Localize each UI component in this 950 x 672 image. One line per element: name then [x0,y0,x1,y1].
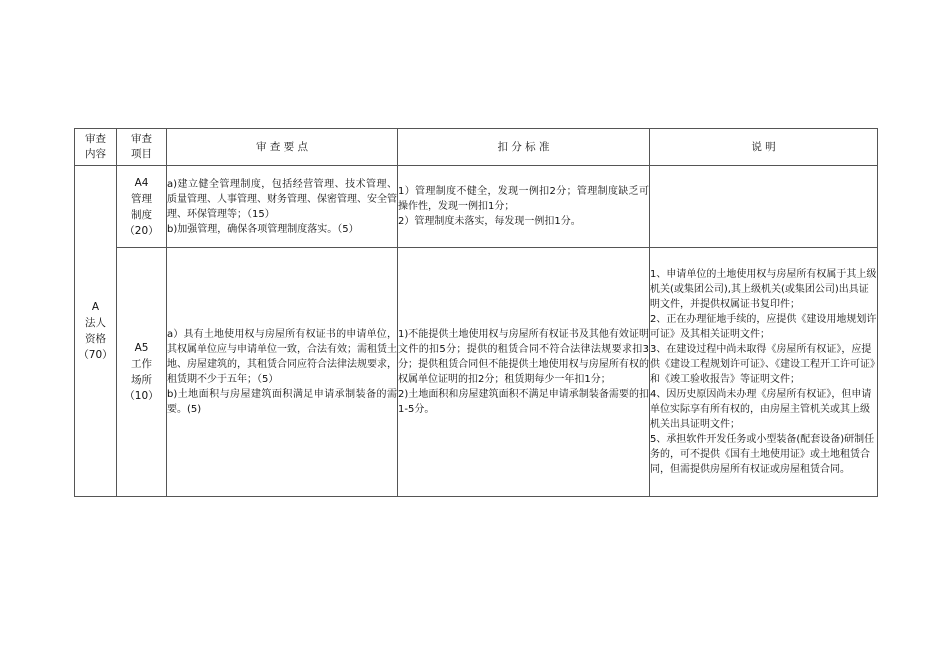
category-name-line1: 法人 [85,317,106,329]
review-points-cell: a)建立健全管理制度，包括经营管理、技术管理、质量管理、人事管理、财务管理、保密管理、安全管理、环保管理等；（15） b)加强管理，确保各项管理制度落实。（5） [167,166,398,248]
header-category-line1: 审查 [85,133,106,145]
category-name-line2: 资格 [85,333,106,345]
category-score: （70） [78,349,113,361]
item-name-line1: 管理 [131,192,152,205]
header-item [117,129,167,166]
header-review-points: 审 查 要 点 [167,129,398,166]
header-category-line2: 内容 [85,148,106,160]
header-deduction-standard: 扣 分 标 准 [398,129,650,166]
item-score: （10） [124,390,159,402]
review-points-cell: a）具有土地使用权与房屋所有权证书的申请单位，其权属单位应与申请单位一致，合法有效；需租赁土地、房屋建筑的，其租赁合同应符合法律法规要求，租赁期不少于五年；（5） b)土地面积与房屋建筑面积满足申请承制装备的需要。(5) [167,248,398,497]
category-code: A [91,301,100,313]
item-name-line2: 场所 [131,374,152,386]
table-row-a5 [75,248,878,497]
header-category [75,129,117,166]
deduction-standard-cell: 1）管理制度不健全，发现一例扣2分；管理制度缺乏可操作性，发现一例扣1分； 2）管理制度未落实，每发现一例扣1分。 [398,166,650,248]
header-item-line2: 项目 [131,148,152,160]
item-score: （20） [124,224,159,237]
item-cell-a5 [117,248,167,497]
item-name-line2: 制度 [131,208,152,221]
notes-cell: 1、申请单位的土地使用权与房屋所有权属于其上级机关(或集团公司),其上级机关(或集团公司)出具证明文件，并提供权属证书复印件； 2、正在办理征地手续的，应提供《建设用地规划许可证》及其相关证明文件； 3、在建设过程中尚未取得《房屋所有权证》，应提供《建设工程规划许可证》、《建设工程开工许可证》和《竣工验收报告》等证明文件； 4、因历史原因尚未办理《房屋所有权证》，但申请单位实际享有所有权的，由房屋主管机关或其上级机关出具证明文件； 5、承担软件开发任务或小型装备(配套设备)研制任务的，可不提供《国有土地使用证》或土地租赁合同，但需提供房屋所有权证或房屋租赁合同。 [650,248,878,497]
deduction-standard-cell: 1)不能提供土地使用权与房屋所有权证书及其他有效证明文件的扣5分；提供的租赁合同不符合法律法规要求扣3分；提供租赁合同但不能提供土地使用权与房屋所有权的权属单位证明的扣2分；租赁期每少一年扣1分； 2)土地面积和房屋建筑面积不满足申请承制装备需要的扣1-5分。 [398,248,650,497]
item-code: A4 [134,176,149,189]
item-code: A5 [134,342,149,354]
notes-cell [650,166,878,248]
header-item-line1: 审查 [131,133,152,145]
table-row-a4 [75,166,878,248]
header-notes: 说 明 [650,129,878,166]
item-cell-a4 [117,166,167,248]
review-criteria-table [74,128,878,497]
item-name-line1: 工作 [131,358,152,370]
category-cell-a [75,166,117,497]
header-row [75,129,878,166]
